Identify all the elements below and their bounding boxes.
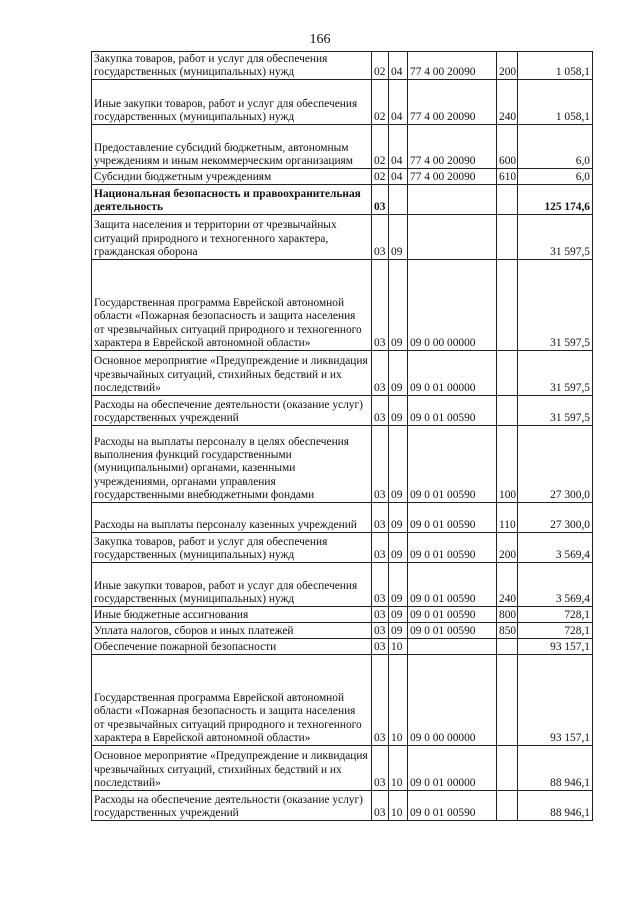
row-section: 03 [372,185,389,215]
row-name: Расходы на обеспечение деятельности (оказание услуг) государственных учреждений [92,396,372,426]
row-subsection: 09 [389,351,408,396]
row-subsection: 10 [389,639,408,655]
row-section: 03 [372,563,389,607]
row-name: Иные закупки товаров, работ и услуг для обеспечения государственных (муниципальных) нужд [92,80,372,125]
row-amount: 728,1 [518,607,593,623]
row-subsection: 10 [389,791,408,821]
row-expense-type: 610 [497,169,518,185]
row-amount: 88 946,1 [518,791,593,821]
row-name: Расходы на выплаты персоналу в целях обеспечения выполнения функций государственными (муниципальными) органами, казенными учреждениями, органами управления государственными внебюджетными фондами [92,426,372,503]
row-target-article: 09 0 01 00590 [408,623,497,639]
row-expense-type: 240 [497,80,518,125]
row-expense-type: 800 [497,607,518,623]
row-amount: 88 946,1 [518,746,593,791]
row-subsection: 09 [389,563,408,607]
row-subsection: 09 [389,623,408,639]
row-section: 03 [372,533,389,563]
row-section: 03 [372,655,389,746]
page-number: 166 [309,32,331,47]
row-subsection: 04 [389,125,408,169]
row-subsection: 04 [389,169,408,185]
row-target-article: 77 4 00 20090 [408,52,497,80]
table-row [92,623,593,639]
row-section: 02 [372,169,389,185]
row-amount: 1 058,1 [518,80,593,125]
table-row [92,215,593,260]
row-subsection: 09 [389,503,408,533]
row-name: Национальная безопасность и правоохранительная деятельность [92,185,372,215]
row-target-article: 09 0 01 00590 [408,563,497,607]
row-target-article: 09 0 00 00000 [408,655,497,746]
row-amount: 31 597,5 [518,260,593,351]
row-section: 03 [372,351,389,396]
row-subsection: 09 [389,426,408,503]
budget-table [91,51,593,821]
row-section: 02 [372,52,389,80]
row-subsection: 04 [389,52,408,80]
row-section: 03 [372,215,389,260]
row-target-article: 77 4 00 20090 [408,80,497,125]
row-target-article: 09 0 01 00590 [408,503,497,533]
row-expense-type: 850 [497,623,518,639]
table-row [92,563,593,607]
row-target-article: 09 0 01 00590 [408,396,497,426]
budget-table-body [92,52,593,821]
table-row [92,169,593,185]
row-name: Государственная программа Еврейской автономной области «Пожарная безопасность и защита населения от чрезвычайных ситуаций природного и техногенного характера в Еврейской автономной области» [92,260,372,351]
row-expense-type [497,215,518,260]
table-row [92,607,593,623]
row-amount: 728,1 [518,623,593,639]
row-expense-type [497,655,518,746]
row-section: 02 [372,125,389,169]
table-row [92,533,593,563]
row-name: Закупка товаров, работ и услуг для обеспечения государственных (муниципальных) нужд [92,533,372,563]
row-name: Основное мероприятие «Предупреждение и ликвидация чрезвычайных ситуаций, стихийных бедствий и их последствий» [92,351,372,396]
table-row [92,351,593,396]
row-expense-type [497,351,518,396]
row-target-article [408,215,497,260]
row-amount: 6,0 [518,125,593,169]
row-name: Уплата налогов, сборов и иных платежей [92,623,372,639]
row-name: Иные закупки товаров, работ и услуг для обеспечения государственных (муниципальных) нужд [92,563,372,607]
row-section: 03 [372,426,389,503]
row-expense-type [497,746,518,791]
row-name: Расходы на выплаты персоналу казенных учреждений [92,503,372,533]
row-expense-type: 600 [497,125,518,169]
row-name: Иные бюджетные ассигнования [92,607,372,623]
row-expense-type: 110 [497,503,518,533]
row-section: 03 [372,260,389,351]
table-row [92,655,593,746]
row-section: 03 [372,623,389,639]
row-name: Субсидии бюджетным учреждениям [92,169,372,185]
row-expense-type [497,396,518,426]
row-subsection [389,185,408,215]
row-amount: 3 569,4 [518,533,593,563]
row-section: 03 [372,639,389,655]
row-subsection: 10 [389,746,408,791]
row-section: 02 [372,80,389,125]
row-name: Предоставление субсидий бюджетным, автономным учреждениям и иным некоммерческим организациям [92,125,372,169]
row-amount: 125 174,6 [518,185,593,215]
table-row [92,185,593,215]
row-amount: 31 597,5 [518,396,593,426]
row-amount: 31 597,5 [518,351,593,396]
row-target-article: 09 0 01 00590 [408,426,497,503]
row-section: 03 [372,503,389,533]
table-row [92,52,593,80]
row-target-article: 09 0 01 00590 [408,791,497,821]
row-target-article: 09 0 01 00000 [408,746,497,791]
row-amount: 6,0 [518,169,593,185]
row-subsection: 09 [389,533,408,563]
table-row [92,260,593,351]
table-row [92,80,593,125]
row-subsection: 09 [389,396,408,426]
row-section: 03 [372,791,389,821]
row-expense-type: 200 [497,52,518,80]
table-row [92,125,593,169]
row-amount: 27 300,0 [518,426,593,503]
row-expense-type: 200 [497,533,518,563]
row-amount: 1 058,1 [518,52,593,80]
row-target-article: 09 0 01 00000 [408,351,497,396]
row-section: 03 [372,746,389,791]
row-amount: 27 300,0 [518,503,593,533]
row-name: Государственная программа Еврейской автономной области «Пожарная безопасность и защита населения от чрезвычайных ситуаций природного и техногенного характера в Еврейской автономной области» [92,655,372,746]
row-name: Закупка товаров, работ и услуг для обеспечения государственных (муниципальных) нужд [92,52,372,80]
row-subsection: 09 [389,607,408,623]
row-amount: 93 157,1 [518,655,593,746]
row-section: 03 [372,396,389,426]
row-expense-type: 240 [497,563,518,607]
table-row [92,426,593,503]
table-row [92,791,593,821]
row-target-article: 77 4 00 20090 [408,169,497,185]
row-amount: 3 569,4 [518,563,593,607]
row-section: 03 [372,607,389,623]
row-name: Расходы на обеспечение деятельности (оказание услуг) государственных учреждений [92,791,372,821]
row-subsection: 09 [389,215,408,260]
row-name: Защита населения и территории от чрезвычайных ситуаций природного и техногенного характера, гражданская оборона [92,215,372,260]
row-expense-type [497,791,518,821]
table-row [92,746,593,791]
row-subsection: 10 [389,655,408,746]
row-subsection: 04 [389,80,408,125]
row-expense-type [497,639,518,655]
row-target-article: 09 0 00 00000 [408,260,497,351]
row-name: Основное мероприятие «Предупреждение и ликвидация чрезвычайных ситуаций, стихийных бедствий и их последствий» [92,746,372,791]
row-target-article: 77 4 00 20090 [408,125,497,169]
row-target-article [408,185,497,215]
table-row [92,639,593,655]
row-subsection: 09 [389,260,408,351]
row-expense-type [497,185,518,215]
row-target-article: 09 0 01 00590 [408,533,497,563]
table-row [92,396,593,426]
row-amount: 31 597,5 [518,215,593,260]
row-expense-type: 100 [497,426,518,503]
table-row [92,503,593,533]
row-expense-type [497,260,518,351]
row-target-article [408,639,497,655]
row-name: Обеспечение пожарной безопасности [92,639,372,655]
row-target-article: 09 0 01 00590 [408,607,497,623]
row-amount: 93 157,1 [518,639,593,655]
